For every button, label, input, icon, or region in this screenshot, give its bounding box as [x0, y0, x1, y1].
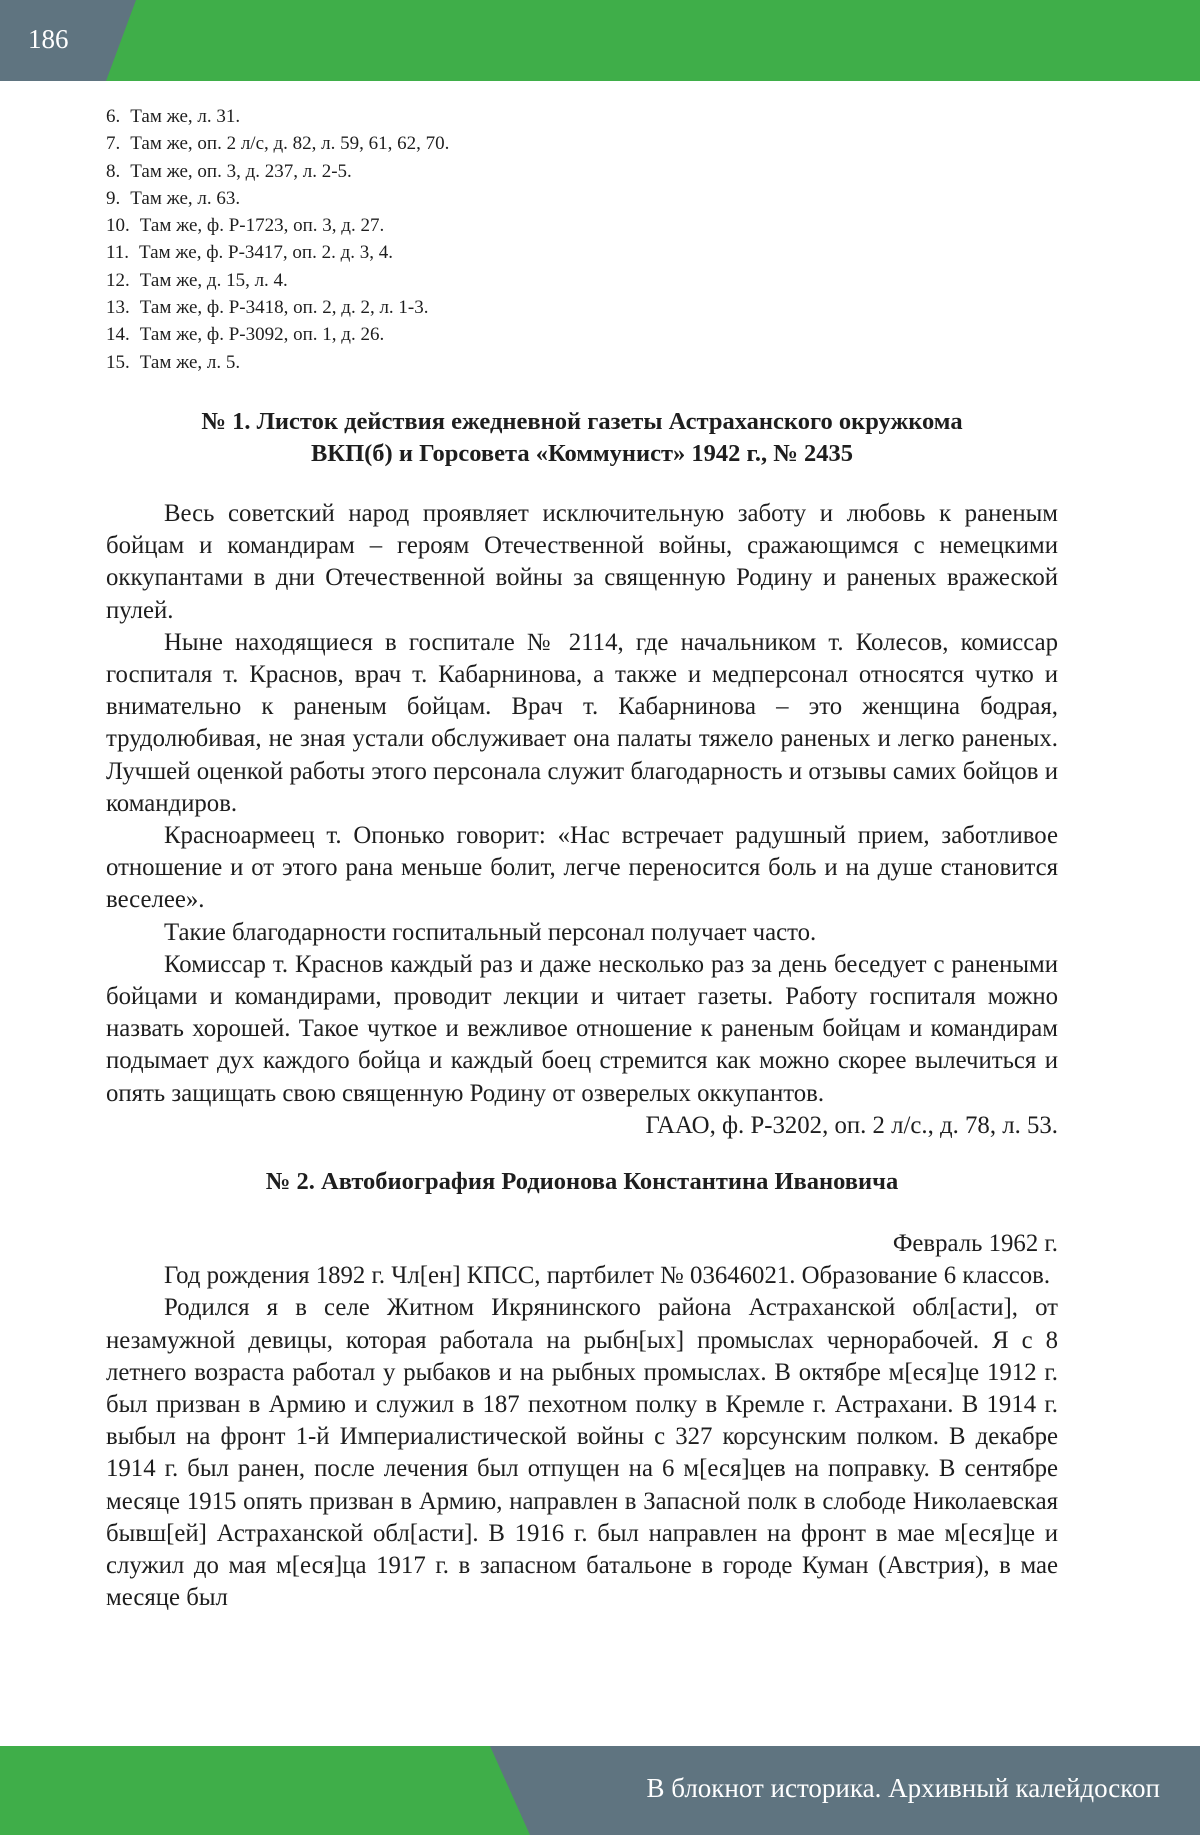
footnote-text: Там же, оп. 3, д. 237, л. 2-5.: [130, 160, 352, 182]
running-title: В блокнот историка. Архивный калейдоскоп: [646, 1773, 1160, 1803]
footnote-text: Там же, ф. Р-3092, оп. 1, д. 26.: [139, 324, 385, 346]
document-1-title-line-2: ВКП(б) и Горсовета «Коммунист» 1942 г., № 2435: [310, 439, 854, 467]
footnote-number: 6.: [106, 106, 121, 127]
footnote-number: 14.: [106, 324, 130, 346]
page-number: 186: [28, 24, 69, 54]
footnote-number: 9.: [106, 187, 121, 209]
footnote-text: Там же, л. 5.: [139, 351, 241, 373]
document-1-archive-source: ГААО, ф. Р-3202, оп. 2 л/с., д. 78, л. 53.: [645, 1111, 1058, 1139]
header-green-band: [0, 0, 1200, 81]
footer-green-tab: [0, 1746, 530, 1835]
footnote-number: 12.: [106, 269, 130, 291]
footnote-item: [106, 349, 1058, 376]
footnote-number: 10.: [106, 215, 130, 237]
paragraph: Весь советский народ проявляет исключительную заботу и любовь к раненым бойцам и командирам – героям Отечественной войны, сражающимся с немецкими оккупантами в дни Отечественной войны за священную Родину и раненых вражеской пулей.: [106, 499, 1058, 624]
footnote-item: [106, 130, 1058, 157]
page-footer: [0, 1746, 1200, 1835]
document-1-body: [106, 498, 1058, 1110]
footnote-number: 11.: [106, 242, 130, 264]
footnote-text: Там же, ф. Р-3418, оп. 2, д. 2, л. 1-3.: [139, 297, 429, 319]
footnote-text: Там же, л. 31.: [130, 106, 241, 127]
paragraph: Такие благодарности госпитальный персонал получает часто.: [164, 918, 817, 946]
paragraph: Ныне находящиеся в госпитале № 2114, где начальником т. Колесов, комиссар госпиталя т. Краснов, врач т. Кабарнинова, а также и медперсонал относятся чутко и внимательно к раненым бойцам. Врач т. Кабарнинова – это женщина бодрая, трудолюбивая, не зная устали обслуживает она палаты тяжело раненых и легко раненых. Лучшей оценкой работы этого персонала служит благодарность и отзывы самих бойцов и командиров.: [106, 628, 1058, 817]
footnote-number: 8.: [106, 160, 121, 182]
footnote-number: 13.: [106, 297, 130, 319]
page-content: [106, 103, 1058, 1614]
footnote-item: [106, 239, 1058, 266]
footnote-text: Там же, оп. 2 л/с, д. 82, л. 59, 61, 62, 70.: [130, 133, 450, 155]
header-band: [0, 0, 1200, 81]
footnote-number: 15.: [106, 351, 130, 373]
footnote-item: [106, 294, 1058, 321]
footnote-text: Там же, ф. Р-1723, оп. 3, д. 27.: [139, 215, 385, 237]
footnote-item: [106, 212, 1058, 239]
paragraph: Красноармеец т. Опонько говорит: «Нас встречает радушный прием, заботливое отношение и от этого рана меньше болит, легче переносится боль и на душе становится веселее».: [106, 822, 1058, 914]
footnote-item: [106, 267, 1058, 294]
footnote-list: [106, 103, 1058, 376]
footnote-text: Там же, л. 63.: [130, 187, 241, 209]
document-2-title: № 2. Автобиография Родионова Константина Ивановича: [265, 1168, 899, 1196]
footnote-item: [106, 103, 1058, 130]
document-2-date: Февраль 1962 г.: [892, 1230, 1058, 1258]
paragraph: Комиссар т. Краснов каждый раз и даже несколько раз за день беседует с ранеными бойцами и командирами, проводит лекции и читает газеты. Работу госпиталя можно назвать хорошей. Такое чуткое и вежливое отношение к раненым бойцам и командирам подымает дух каждого бойца и каждый боец стремится как можно скорее вылечиться и опять защищать свою священную Родину от озверелых оккупантов.: [106, 950, 1058, 1107]
page-header: [0, 0, 1200, 81]
footnote-item: [106, 321, 1058, 348]
document-1-title: [106, 406, 1058, 470]
document-2-body: [106, 1260, 1058, 1614]
paragraph: Год рождения 1892 г. Чл[ен] КПСС, партбилет № 03646021. Образование 6 классов.: [164, 1262, 1051, 1290]
footnote-item: [106, 185, 1058, 212]
paragraph: Родился я в селе Житном Икрянинского района Астраханской обл[асти], от незамужной девицы, которая работала на рыбн[ых] промыслах чернорабочей. Я с 8 летнего возраста работал у рыбаков и на рыбных промыслах. В октябре м[еся]це 1912 г. был призван в Армию и служил в 187 пехотном полку в Кремле г. Астрахани. В 1914 г. выбыл на фронт 1-й Империалистической войны с 327 корсунским полком. В декабре 1914 г. был ранен, после лечения был отпущен на 6 м[еся]цев на поправку. В сентябре месяце 1915 опять призван в Армию, направлен в Запасной полк в слободе Николаевская бывш[ей] Астраханской обл[асти]. В 1916 г. был направлен на фронт в мае м[еся]це и служил до мая м[еся]ца 1917 г. в запасном батальоне в городе Куман (Австрия), в мае месяце был: [106, 1294, 1058, 1612]
footnote-text: Там же, ф. Р-3417, оп. 2. д. 3, 4.: [139, 242, 393, 264]
footnote-number: 7.: [106, 133, 121, 155]
footnote-item: [106, 158, 1058, 185]
footnote-text: Там же, д. 15, л. 4.: [139, 269, 288, 291]
document-1-title-line-1: № 1. Листок действия ежедневной газеты Астраханского окружкома: [201, 407, 963, 435]
